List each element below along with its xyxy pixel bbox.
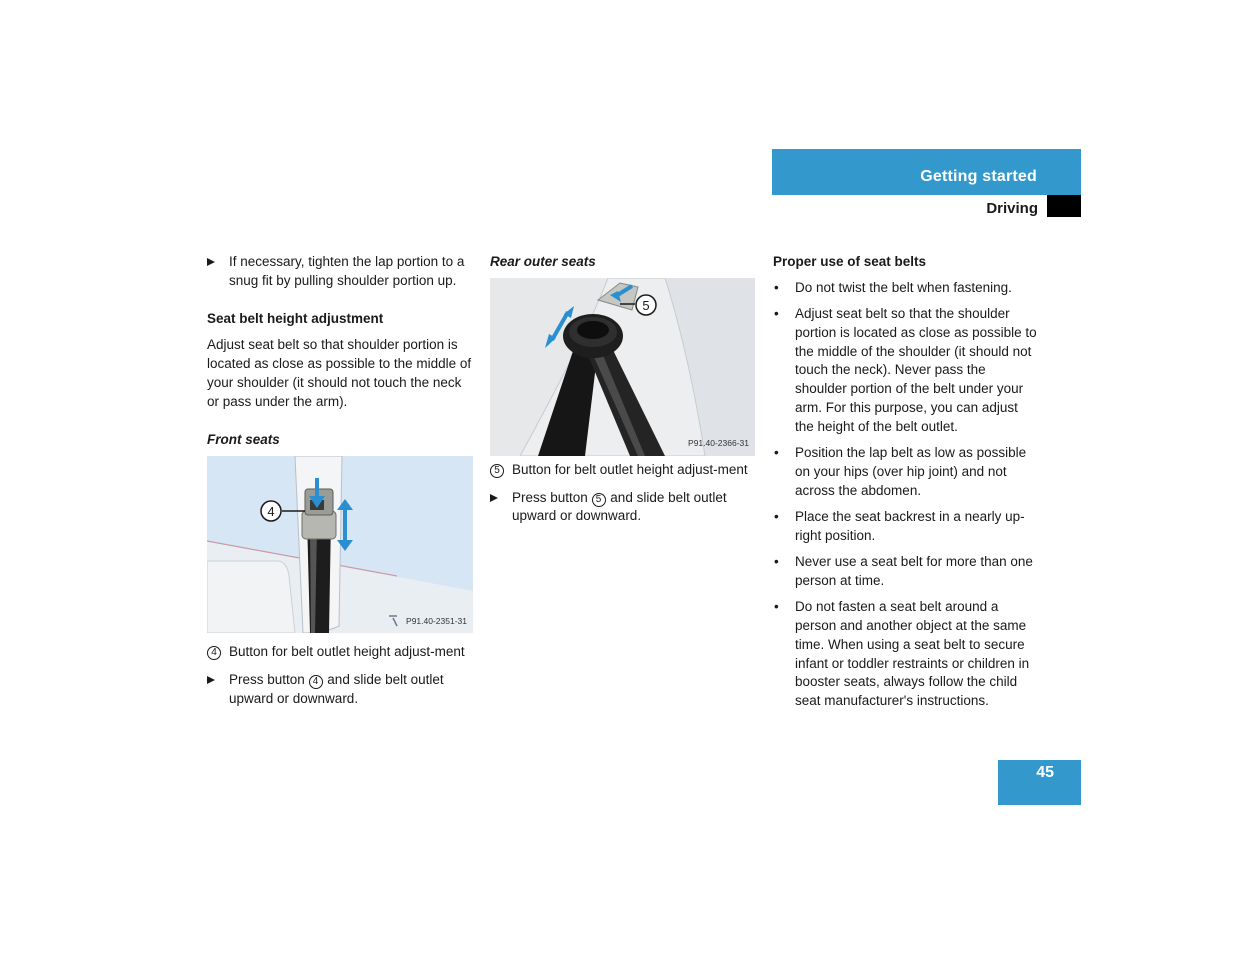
instruction-step: [207, 671, 473, 709]
step-text: If necessary, tighten the lap portion to a snug fit by pulling shoulder portion up.: [229, 254, 465, 288]
heading-rear-seats: Rear outer seats: [490, 254, 596, 269]
callout-5: 5: [642, 297, 650, 313]
list-item: [773, 305, 1039, 437]
instruction-step: [490, 489, 756, 527]
rear-seat-figure: [490, 278, 755, 456]
front-seat-figure: [207, 456, 473, 633]
list-item: [773, 553, 1039, 591]
instruction-step: [207, 253, 473, 291]
paragraph-height-adjustment: Adjust seat belt so that shoulder portion is located as close as possible to the middle of your shoulder (it should not touch the neck or pass under the arm).: [207, 337, 472, 409]
bullet-icon: •: [774, 279, 779, 295]
bullet-icon: •: [774, 509, 779, 525]
step-text-b: and slide belt outlet upward or downward.: [512, 489, 727, 524]
list-item: [773, 598, 1039, 711]
list-item-text: Never use a seat belt for more than one person at time.: [795, 554, 1033, 588]
heading-front-seats: Front seats: [207, 431, 280, 447]
caption-text: Button for belt outlet height adjust-ment: [512, 461, 748, 477]
list-item-text: Do not twist the belt when fastening.: [795, 279, 1012, 295]
front-seat-illustration: [207, 456, 473, 633]
section-marker: [1047, 195, 1081, 217]
bullet-icon: •: [774, 306, 779, 322]
list-item: [773, 444, 1039, 500]
callout-4: 4: [267, 504, 275, 520]
list-item-text: Place the seat backrest in a nearly up-right position.: [795, 509, 1025, 543]
caption-number-4: 4: [207, 646, 221, 660]
column-right: [773, 253, 1039, 719]
step-arrow-icon: [207, 258, 215, 266]
bullet-icon: •: [774, 599, 779, 615]
figure-code: P91.40-2351-31: [406, 615, 467, 626]
step-arrow-icon: [490, 494, 498, 502]
caption-number-5: 5: [490, 464, 504, 478]
rear-seat-illustration: [490, 278, 755, 456]
list-item-text: Adjust seat belt so that the shoulder portion is located as close as possible to the middle of the shoulder (it should not touch the neck). Never pass the shoulder portion of the belt under your arm. For this purpose, you can adjust the height of the belt outlet.: [795, 306, 1037, 434]
heading-proper-use: Proper use of seat belts: [773, 254, 927, 269]
heading-height-adjustment: Seat belt height adjustment: [207, 310, 384, 326]
list-item: [773, 508, 1039, 546]
page-number: 45: [1036, 764, 1054, 781]
figure-code: P91.40-2366-31: [688, 438, 749, 448]
section-title: Getting started: [920, 168, 1037, 185]
inline-number-5: 5: [592, 493, 606, 507]
caption-text: Button for belt outlet height adjust-ment: [229, 644, 465, 660]
step-text-b: and slide belt outlet upward or downward.: [229, 672, 444, 706]
list-item: [773, 279, 1039, 298]
step-text-a: Press button: [229, 672, 309, 688]
step-arrow-icon: [207, 676, 215, 684]
figure-caption: [490, 461, 756, 480]
list-item-text: Do not fasten a seat belt around a person and another object at the same time. When using a seat belt to secure infant or toddler restraints or children in booster seats, always follow the child seat manufacturer's instructions.: [795, 599, 1030, 709]
subsection-title: Driving: [986, 200, 1038, 217]
list-item-text: Position the lap belt as low as possible on your hips (over hip joint) and not across the abdomen.: [795, 445, 1027, 498]
bullet-icon: •: [774, 445, 779, 461]
figure-caption: [207, 643, 473, 662]
step-text-a: Press button: [512, 489, 592, 505]
column-middle: [490, 253, 756, 535]
bullet-icon: •: [774, 554, 779, 570]
column-left: [207, 253, 473, 718]
inline-number-4: 4: [309, 675, 323, 689]
